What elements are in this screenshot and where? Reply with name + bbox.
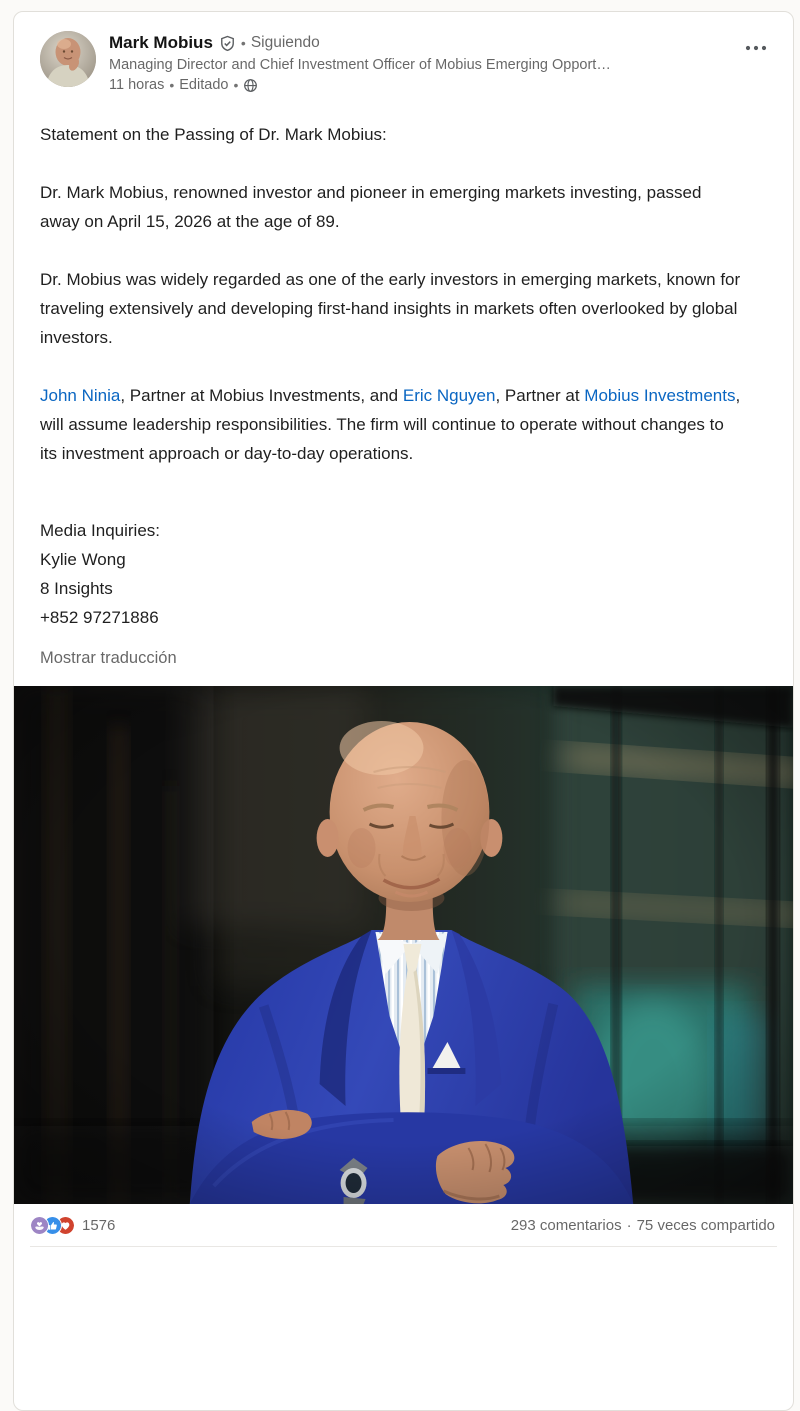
portrait-photo <box>14 686 793 1204</box>
ellipsis-icon <box>745 39 767 54</box>
media-phone: +852 97271886 <box>40 608 159 627</box>
post-paragraph-announcement: Dr. Mark Mobius, renowned investor and pioneer in emerging markets investing, passed away on April 15, 2026 at the age of 89. <box>40 183 702 231</box>
post-paragraph-legacy: Dr. Mobius was widely regarded as one of the early investors in emerging markets, known for traveling extensively and developing first-hand insights in markets often overlooked by global investors. <box>40 270 741 347</box>
post-body <box>14 93 770 668</box>
globe-icon <box>243 78 258 93</box>
post-image[interactable] <box>14 686 793 1204</box>
post-meta: 11 horas • Editado • <box>109 77 726 93</box>
mention-eric-nguyen[interactable]: Eric Nguyen <box>402 386 496 405</box>
media-contact-name: Kylie Wong <box>40 550 126 569</box>
social-bar-divider <box>30 1246 777 1247</box>
post-header <box>14 12 793 93</box>
media-org: 8 Insights <box>40 579 113 598</box>
mention-mobius-investments[interactable]: Mobius Investments <box>584 386 736 405</box>
show-translation-link[interactable]: Mostrar traducción <box>40 649 177 667</box>
counts-separator: · <box>626 1217 632 1234</box>
support-reaction-icon <box>31 1217 48 1234</box>
media-inquiries-label: Media Inquiries: <box>40 521 161 540</box>
post-options-button[interactable] <box>739 31 773 62</box>
follow-status[interactable]: Siguiendo <box>250 34 320 51</box>
comment-share-counts <box>511 1217 775 1234</box>
author-name[interactable]: Mark Mobius <box>109 33 213 52</box>
post-paragraph-title: Statement on the Passing of Dr. Mark Mobius: <box>40 125 387 144</box>
comments-count[interactable]: 293 comentarios <box>510 1217 622 1234</box>
post-time: 11 horas <box>109 77 165 93</box>
reactions-summary[interactable] <box>31 1217 115 1234</box>
reactions-count: 1576 <box>82 1217 116 1234</box>
edited-label: Editado <box>179 77 229 93</box>
verified-badge-icon <box>219 35 236 52</box>
post-paragraph-succession: John Ninia, Partner at Mobius Investments, and Eric Nguyen, Partner at Mobius Investments, will assume leadership responsibilities. The firm will continue to operate without changes to its investment approach or day-to-day operations. <box>40 386 741 463</box>
name-separator: • <box>240 35 246 51</box>
author-headline: Managing Director and Chief Investment Officer of Mobius Emerging Opport… <box>109 57 611 73</box>
avatar-portrait-icon <box>40 31 96 87</box>
mention-john-ninia[interactable]: John Ninia <box>40 386 121 405</box>
shares-count[interactable]: 75 veces compartido <box>636 1217 775 1234</box>
header-text <box>109 31 726 93</box>
avatar[interactable] <box>40 31 96 87</box>
linkedin-post-card <box>13 11 794 1411</box>
social-proof-bar <box>14 1204 793 1246</box>
